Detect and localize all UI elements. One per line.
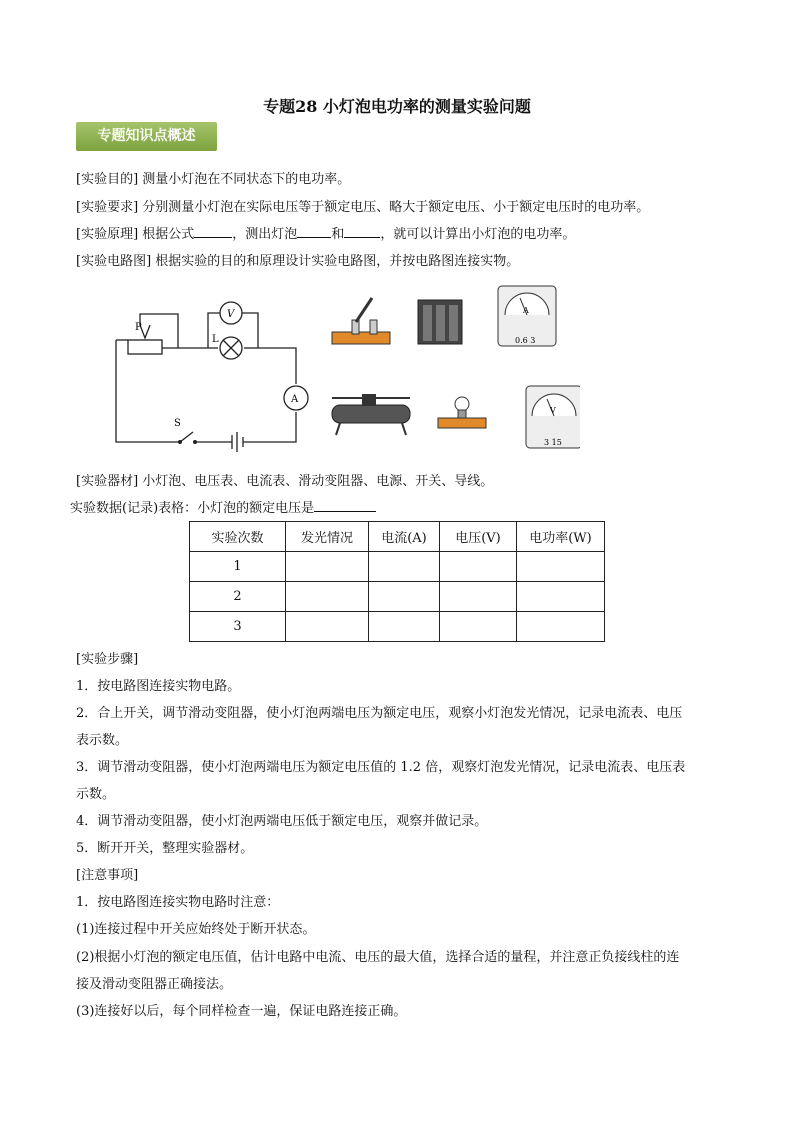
ammeter-picture xyxy=(498,286,556,346)
knife-switch-picture xyxy=(332,298,390,344)
steps-heading: [实验步骤] xyxy=(76,652,139,667)
circuit-diagram xyxy=(100,280,580,455)
voltmeter-face-label: V xyxy=(550,406,556,415)
header-glow: 发光情况 xyxy=(286,522,369,552)
step-4: 4．调节滑动变阻器，使小灯泡两端电压低于额定电压，观察并做记录。 xyxy=(76,814,488,829)
step-3b: 示数。 xyxy=(76,787,116,802)
step-3a: 3．调节滑动变阻器，使小灯泡两端电压为额定电压值的 1.2 倍，观察灯泡发光情况，记录电流表、电压表 xyxy=(76,760,686,775)
notes-heading: [注意事项] xyxy=(76,868,139,883)
data-table xyxy=(189,521,605,642)
note-1-1: (1)连接过程中开关应始终处于断开状态。 xyxy=(76,922,316,937)
bulb-picture xyxy=(438,397,486,428)
header-voltage: 电压(V) xyxy=(440,522,517,552)
trial-number: 2 xyxy=(190,582,286,612)
rheostat-symbol xyxy=(128,340,162,354)
formula-blank xyxy=(194,224,232,238)
trial-number: 3 xyxy=(190,612,286,642)
note-1-2a: (2)根据小灯泡的额定电压值，估计电路中电流、电压的最大值，选择合适的量程，并注意正负接线柱的连 xyxy=(76,950,680,965)
switch-blade-icon xyxy=(180,432,193,442)
principle-text-a: [实验原理] 根据公式 xyxy=(76,227,195,242)
table-row xyxy=(190,582,605,612)
step-5: 5．断开开关，整理实验器材。 xyxy=(76,841,254,856)
table-header-row xyxy=(190,522,605,552)
note-1-2b: 接及滑动变阻器正确接法。 xyxy=(76,977,233,992)
section-badge: 专题知识点概述 xyxy=(76,122,217,151)
note-1: 1．按电路图连接实物电路时注意： xyxy=(76,895,280,910)
rheostat-label: P xyxy=(135,322,142,333)
blank-2 xyxy=(344,224,380,238)
switch-label: S xyxy=(174,418,181,429)
step-2a: 2．合上开关，调节滑动变阻器，使小灯泡两端电压为额定电压，观察小灯泡发光情况，记录电流表、电压 xyxy=(76,706,683,721)
trial-number: 1 xyxy=(190,552,286,582)
step-2b: 表示数。 xyxy=(76,733,129,748)
voltmeter-label: V xyxy=(227,309,235,320)
page-title: 专题28 小灯泡电功率的测量实验问题 xyxy=(263,97,531,116)
blank-1 xyxy=(297,224,331,238)
table-caption: 实验数据(记录)表格：小灯泡的额定电压是 xyxy=(70,501,315,516)
note-1-3: (3)连接好以后，每个同样检查一遍，保证电路连接正确。 xyxy=(76,1004,407,1019)
battery-pack-picture xyxy=(418,300,462,344)
principle-text-b: ，测出灯泡 xyxy=(232,227,298,242)
ammeter-scale-label: 0.6 3 xyxy=(515,336,536,345)
requirement-line: [实验要求] 分别测量小灯泡在实际电压等于额定电压、略大于额定电压、小于额定电压时的电功率。 xyxy=(76,200,650,215)
rated-voltage-blank xyxy=(314,498,376,512)
equipment-line: [实验器材] 小灯泡、电压表、电流表、滑动变阻器、电源、开关、导线。 xyxy=(76,474,494,489)
step-1: 1．按电路图连接实物电路。 xyxy=(76,679,241,694)
voltmeter-scale-label: 3 15 xyxy=(544,438,562,447)
rheostat-picture xyxy=(332,394,410,435)
principle-text-c: 和 xyxy=(331,227,345,242)
table-row xyxy=(190,612,605,642)
switch-contact-right xyxy=(193,440,197,444)
circuit-line: [实验电路图] 根据实验的目的和原理设计实验电路图，并按电路图连接实物。 xyxy=(76,254,520,269)
lamp-label: L xyxy=(212,334,219,345)
header-trial: 实验次数 xyxy=(190,522,286,552)
principle-line xyxy=(76,223,575,242)
purpose-line: [实验目的] 测量小灯泡在不同状态下的电功率。 xyxy=(76,172,351,187)
principle-text-d: ，就可以计算出小灯泡的电功率。 xyxy=(380,227,576,242)
header-power: 电功率(W) xyxy=(517,522,605,552)
battery-icon xyxy=(232,432,243,452)
table-caption-line xyxy=(70,497,376,516)
ammeter-face-label: A xyxy=(523,306,529,315)
header-current: 电流(A) xyxy=(369,522,440,552)
table-row xyxy=(190,552,605,582)
ammeter-label: A xyxy=(291,394,299,405)
voltmeter-picture xyxy=(526,386,580,448)
